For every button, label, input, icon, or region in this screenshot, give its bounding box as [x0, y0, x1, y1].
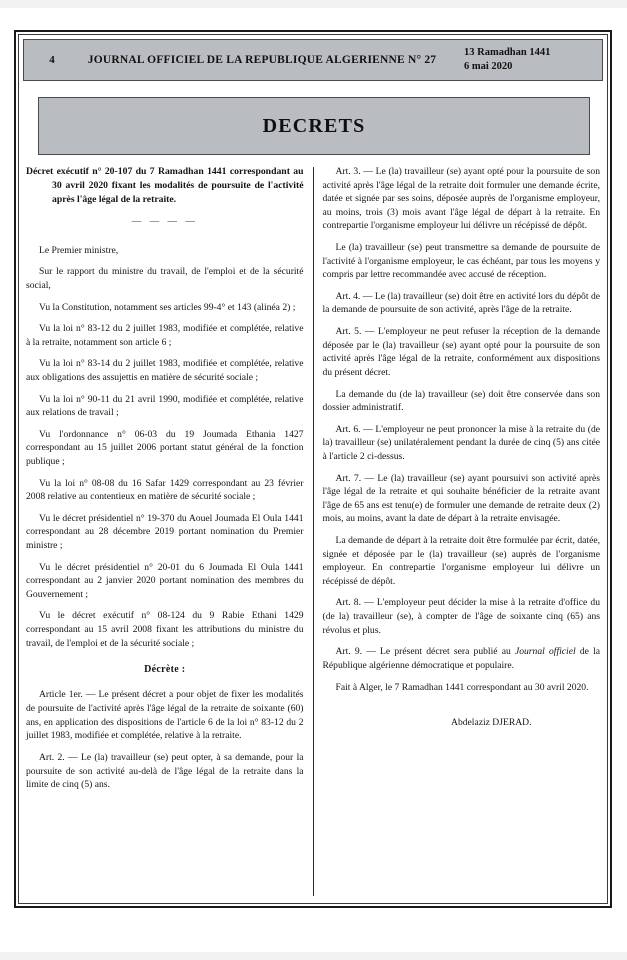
page-frame	[14, 30, 612, 908]
article-7-para-2: La demande de départ à la retraite doit être formulée par écrit, datée, signée et déposée par le (la) travailleur (se) auprès de l'organisme employeur. En contrepartie l'organisme employeur lui délivre un récépissé de dépôt.	[322, 535, 600, 587]
preamble-minister: Le Premier ministre,	[39, 244, 119, 256]
column-divider	[313, 167, 314, 896]
article-2: Art. 2. — Le (la) travailleur (se) peut opter, à sa demande, pour la poursuite de son activité au-delà de l'âge légal de la retraite dans la limite de cinq (5) ans.	[26, 751, 304, 791]
visa-item: Vu la Constitution, notamment ses articles 99-4° et 143 (alinéa 2) ;	[39, 301, 296, 313]
article-1: Article 1er. — Le présent décret a pour objet de fixer les modalités de poursuite de l'activité après l'âge légal de la retraite de soixante (60) ans, en application des dispositions de l'article 6 de la loi n° 83-12 du 2 juillet 1983, modifiée et complétée, relative à la retraite.	[26, 689, 304, 742]
column-right	[321, 165, 601, 898]
decree-title-rest: correspondant au 30 avril 2020 fixant les modalités de poursuite de l'activité après l'âge légal de la retraite.	[52, 166, 304, 206]
decree-title	[26, 165, 304, 207]
article-9-text-end: de la République algérienne démocratique et populaire.	[322, 646, 601, 671]
document-body	[26, 165, 600, 898]
article-4: Art. 4. — Le (la) travailleur (se) doit être en activité lors du dépôt de la demande de poursuite de son activité, après l'âge de la retraite.	[322, 290, 600, 316]
article-3-para-2: Le (la) travailleur (se) peut transmettre sa demande de poursuite de l'activité à l'organisme employeur, le cas échéant, par tous les moyens y compris par lettre recommandée avec accusé de réception.	[322, 242, 600, 281]
visa-item: Vu le décret exécutif n° 08-124 du 9 Rabie Ethani 1429 correspondant au 15 avril 2008 fixant les attributions du ministre du travail, de l'emploi et de la sécurité sociale ;	[26, 610, 304, 649]
signatory-name: Abdelaziz DJERAD.	[451, 717, 532, 729]
visa-item: Vu la loi n° 83-14 du 2 juillet 1983, modifiée et complétée, relative aux obligations des assujettis en matière de sécurité sociale ;	[26, 358, 304, 383]
publication-date	[464, 46, 602, 74]
visa-item: Vu la loi n° 83-12 du 2 juillet 1983, modifiée et complétée, relative à la retraite, notamment son article 6 ;	[26, 323, 304, 348]
article-3: Art. 3. — Le (la) travailleur (se) ayant opté pour la poursuite de son activité après l'âge légal de la retraite doit formuler une demande écrite, datée et signée par ses soins, déposée auprès de l'organisme employeur, au moins, trois (3) mois avant l'âge légal de départ à la retraite. En contrepartie l'organisme employeur lui délivre un récépissé de dépôt.	[322, 166, 600, 232]
visa-item: Vu le décret présidentiel n° 20-01 du 6 Joumada El Oula 1441 correspondant au 2 janvier 2020 portant nomination des membres du Gouvernement ;	[26, 561, 304, 600]
journal-officiel-italic: Journal officiel	[514, 646, 576, 658]
page-number: 4	[49, 54, 55, 66]
section-banner	[38, 97, 590, 155]
date-gregorian: 6 mai 2020	[464, 61, 513, 72]
visa-item: Vu l'ordonnance n° 06-03 du 19 Joumada Ethania 1427 correspondant au 15 juillet 2006 portant statut général de la fonction publique ;	[26, 428, 304, 467]
publication-title: JOURNAL OFFICIEL DE LA REPUBLIQUE ALGERIENNE N° 27	[87, 54, 437, 66]
visa-item: Vu la loi n° 90-11 du 21 avril 1990, modifiée et complétée, relative aux relations de travail ;	[26, 393, 304, 419]
visa-item: Vu le décret présidentiel n° 19-370 du Aouel Joumada El Oula 1441 correspondant au 28 décembre 2019 portant nomination du Premier ministre ;	[26, 512, 304, 552]
place-and-date: Fait à Alger, le 7 Ramadhan 1441 correspondant au 30 avril 2020.	[335, 681, 589, 693]
section-title: DECRETS	[262, 114, 366, 137]
running-head	[23, 39, 603, 81]
page-sheet	[0, 8, 627, 952]
enacting-clause: Décrète :	[144, 664, 186, 676]
column-left	[26, 165, 313, 898]
article-5: Art. 5. — L'employeur ne peut refuser la réception de la demande déposée par le (la) travailleur (se) ayant opté pour la poursuite de son activité après l'âge légal de la retraite, conformément aux dispositions du présent décret.	[322, 326, 600, 378]
decree-title-line1: Décret exécutif n° 20-107 du 7 Ramadhan 1441	[26, 166, 227, 177]
dash-separator: — — — —	[131, 217, 198, 228]
report-clause: Sur le rapport du ministre du travail, de l'emploi et de la sécurité social,	[26, 266, 304, 291]
date-hijri: 13 Ramadhan 1441	[464, 46, 551, 58]
article-7: Art. 7. — Le (la) travailleur (se) ayant poursuivi son activité après l'âge légal de la retraite et qui souhaite bénéficier de la retraite avant l'âge de 65 ans est tenu(e) de formuler une demande de retraite deux (2) mois, au moins, avant la date de départ à la retraite envisagée.	[322, 472, 600, 525]
article-9-text-start: Art. 9. — Le présent décret sera publié au	[335, 646, 515, 658]
article-8: Art. 8. — L'employeur peut décider la mise à la retraite d'office du (de la) travailleur (se), à compter de l'âge de soixante cinq (65) ans révolus et plus.	[322, 597, 600, 636]
visa-item: Vu la loi n° 08-08 du 16 Safar 1429 correspondant au 23 février 2008 relative au contentieux en matière de sécurité sociale ;	[26, 477, 304, 503]
article-9	[323, 645, 601, 672]
article-6: Art. 6. — L'employeur ne peut prononcer la mise à la retraite du (de la) travailleur (se) unilatéralement pendant la durée de cinq (5) ans citée à l'article 2 ci-dessus.	[322, 423, 600, 462]
article-5-para-2: La demande du (de la) travailleur (se) doit être conservée dans son dossier administratif.	[322, 388, 600, 414]
